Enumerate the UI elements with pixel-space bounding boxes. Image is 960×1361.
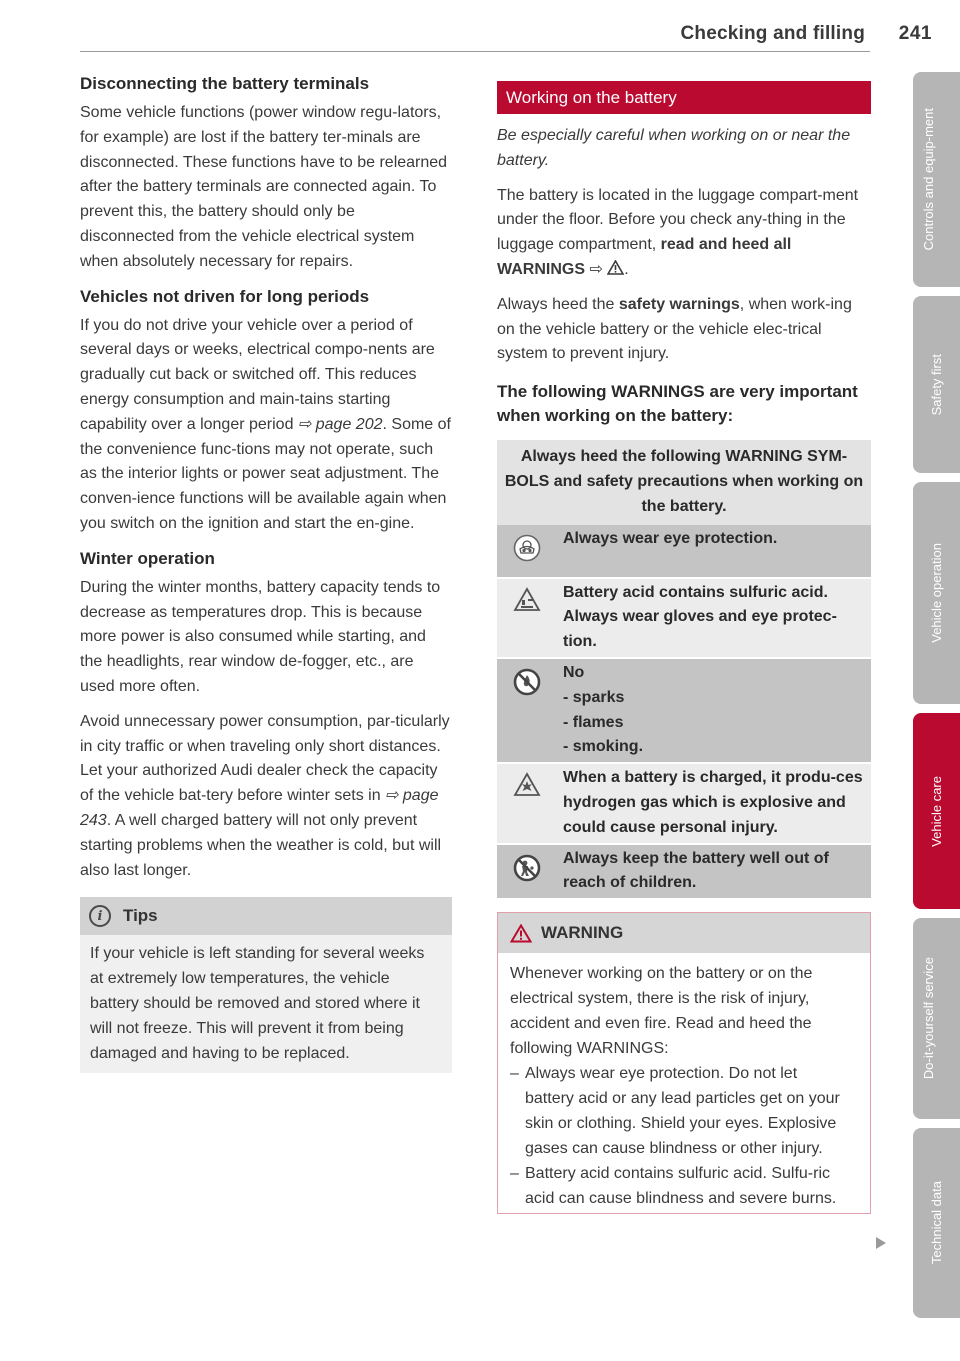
page-243-link[interactable]: ⇨ page 243: [80, 787, 439, 829]
long-periods-text-a: If you do not drive your vehicle over a period of several days or weeks, electrical compo-nents are gradually cut back or switched off. This reduces energy consumption and main-tains starting capability over a longer period: [80, 316, 435, 433]
tips-body: [80, 935, 452, 1073]
battery-location-end: .: [624, 260, 629, 278]
row-text: When a battery is charged, it produ-ces hydrogen gas which is explosive and could cause personal injury.: [563, 769, 863, 836]
tips-header: [80, 897, 452, 935]
battery-location-bold: read and heed all WARNINGS: [497, 236, 792, 278]
safety-warnings-text: [497, 293, 871, 367]
row-line: - smoking.: [563, 738, 644, 756]
safety-warnings-a: Always heed the: [497, 295, 619, 313]
warning-text: Whenever working on the battery or on the electrical system, there is the risk of injury, accident and even fire. Read and heed the following WARNINGS:: [510, 965, 813, 1058]
warning-ref-arrow[interactable]: ⇨: [585, 260, 608, 278]
warning-list: [510, 1061, 850, 1211]
tab-vehicle-operation[interactable]: [913, 482, 960, 704]
page-202-link[interactable]: ⇨ page 202: [297, 415, 383, 433]
tab-label: Controls and equip-ment: [920, 108, 936, 251]
warnings-subheading: The following WARNINGS are very important when working on the battery:: [497, 382, 858, 426]
no-fire-icon: [497, 659, 557, 762]
tab-label: Vehicle operation: [929, 543, 944, 643]
table-row: [497, 843, 871, 899]
disconnecting-text: Some vehicle functions (power window regu-lators, for example) are lost if the battery ter-minals are disconnected. These functions have to be relearned after the battery terminals are connected again. To prevent this, the battery should only be disconnected from the vehicle electrical system when absolutely necessary for repairs.: [80, 104, 448, 270]
tab-controls-and-equipment[interactable]: [913, 72, 960, 287]
winter-text-2a: Avoid unnecessary power consumption, par-ticularly in city traffic or when traveling only short distances. Let your authorized Audi dealer check the capacity of the vehicle bat-tery before winter sets in: [80, 712, 450, 805]
table-row: [497, 525, 871, 577]
row-text: Always wear eye protection.: [563, 529, 778, 547]
warning-triangle-icon: [607, 260, 624, 275]
table-row: [497, 657, 871, 762]
section-banner: Working on the battery: [497, 81, 871, 114]
corrosive-warning-icon: [497, 579, 557, 657]
row-text: [557, 659, 871, 762]
warning-body: [498, 953, 870, 1213]
battery-location-a: The battery is located in the luggage compart-ment under the floor. Before you check any-thing in the luggage compartment,: [497, 186, 859, 254]
right-column: [497, 81, 871, 1214]
warning-title: WARNING: [541, 923, 624, 943]
page-number: 241: [898, 23, 932, 44]
safety-warnings-b: , when work-ing on the vehicle battery or the vehicle elec-trical system to prevent injury.: [497, 295, 852, 363]
eye-protection-icon: [497, 525, 557, 577]
tab-label: Safety first: [929, 353, 944, 416]
row-line: - sparks: [563, 688, 625, 706]
explosive-warning-icon: [497, 764, 557, 842]
tips-title: Tips: [123, 906, 158, 926]
keep-away-children-icon: [497, 845, 557, 899]
warning-box: [497, 912, 871, 1214]
section-heading-disconnecting: Disconnecting the battery terminals: [80, 74, 370, 93]
long-periods-text: [80, 314, 452, 537]
info-icon: i: [89, 905, 111, 927]
winter-text-2: [80, 710, 452, 884]
chapter-tabs: [913, 72, 960, 1327]
warning-symbols-table: [497, 440, 871, 898]
safety-warnings-bold: safety warnings: [618, 295, 740, 313]
continued-arrow-icon: [876, 1237, 886, 1249]
section-heading-winter: Winter operation: [80, 548, 215, 568]
long-periods-text-b: . Some of the convenience func-tions may not operate, such as the interior lights or power seat adjustment. The conven-ience functions will be available again when you switch on the ignition and start the en-gine.: [80, 415, 451, 532]
row-line: No: [563, 663, 585, 681]
row-line: - flames: [563, 713, 624, 731]
table-row: [497, 762, 871, 842]
winter-text-2b: . A well charged battery will not only prevent starting problems when the weather is cold, but will also last longer.: [80, 811, 442, 879]
left-column: [80, 72, 452, 1073]
warning-triangle-icon: [510, 924, 532, 943]
tips-box: [80, 897, 452, 1073]
warning-item: – Always wear eye protection. Do not let battery acid or any lead particles get on your skin or clothing. Shield your eyes. Explosive gases can cause blindness or other injury.: [510, 1061, 850, 1161]
warning-header: [498, 913, 870, 953]
tab-do-it-yourself-service[interactable]: [913, 918, 960, 1119]
table-header: Always heed the following WARNING SYM-BOLS and safety precautions when working on the battery.: [497, 440, 871, 524]
tab-label: Do-it-yourself service: [920, 957, 936, 1080]
table-row: [497, 577, 871, 657]
tab-vehicle-care[interactable]: [913, 713, 960, 909]
tab-technical-data[interactable]: [913, 1128, 960, 1318]
tab-label: Vehicle care: [929, 775, 944, 847]
row-text: Battery acid contains sulfuric acid. Always wear gloves and eye protec-tion.: [563, 583, 837, 651]
header-rule: [80, 51, 870, 52]
intro-text: Be especially careful when working on or near the battery.: [497, 127, 851, 169]
winter-text-1: During the winter months, battery capacity tends to decrease as temperatures drop. This is because more power is also consumed while starting, and the headlights, rear window de-fogger, etc., are used more often.: [80, 578, 441, 695]
warning-item: – Battery acid contains sulfuric acid. Sulfu-ric acid can cause blindness and severe burns.: [510, 1161, 850, 1211]
chapter-title: Checking and filling: [680, 23, 865, 44]
tips-text: If your vehicle is left standing for several weeks at extremely low temperatures, the vehicle battery should be removed and stored where it will not freeze. This will prevent it from being damaged and having to be replaced.: [90, 945, 425, 1062]
tab-safety-first[interactable]: [913, 296, 960, 473]
row-text: Always keep the battery well out of reach of children.: [563, 849, 829, 892]
section-heading-long-periods: Vehicles not driven for long periods: [80, 286, 370, 306]
tab-label: Technical data: [929, 1181, 944, 1265]
battery-location-text: [497, 184, 871, 283]
